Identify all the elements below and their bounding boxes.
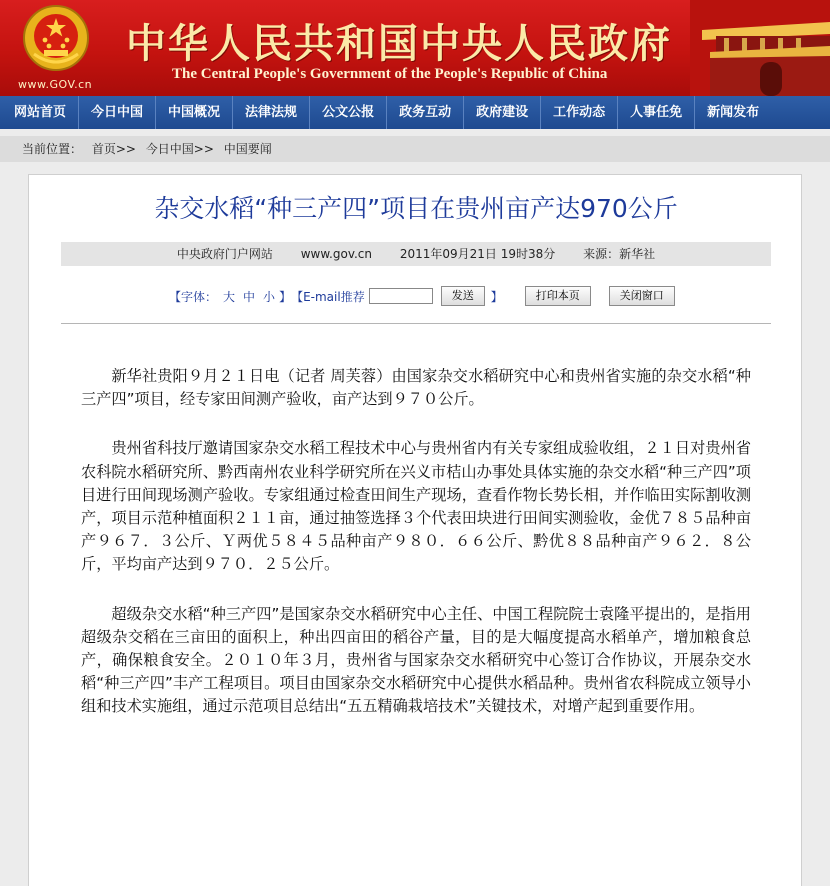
site-title-en: The Central People's Government of the People's Republic of China (172, 66, 608, 82)
paragraph-3: 超级杂交水稻“种三产四”是国家杂交水稻研究中心主任、中国工程院院士袁隆平提出的，是指用超级杂交稻在三亩田的面积上，种出四亩田的稻谷产量，目的是大幅度提高水稻单产，增加粮食总产，确保粮食安全。２０１０年３月，贵州省与国家杂交水稻研究中心签订合作协议，开展杂交水稻“种三产四”丰产工程项目。项目由国家杂交水稻研究中心提供水稻品种。贵州省农科院成立领导小组和技术实施组，通过示范项目总结出“五五精确栽培技术”关键技术，对增产起到重要作用。 (81, 604, 751, 716)
font-large-link[interactable]: 大 (223, 289, 236, 304)
font-size-close: 】 (279, 289, 292, 304)
breadcrumb-label: 当前位置： (22, 142, 83, 156)
nav-item-laws[interactable]: 法律法规 (233, 96, 310, 129)
nav-item-china-overview[interactable]: 中国概况 (156, 96, 233, 129)
email-input[interactable] (369, 288, 433, 304)
tiananmen-gate-icon (690, 0, 830, 96)
nav-item-documents[interactable]: 公文公报 (310, 96, 387, 129)
nav-item-personnel[interactable]: 人事任免 (618, 96, 695, 129)
header-banner (0, 0, 830, 96)
article-meta (61, 242, 771, 266)
meta-source: 来源：新华社 (583, 247, 656, 261)
article-body (81, 365, 751, 745)
print-button[interactable]: 打印本页 (525, 286, 591, 306)
breadcrumb (0, 136, 830, 162)
email-label: 【E-mail推荐 (291, 289, 365, 304)
close-window-button[interactable]: 关闭窗口 (609, 286, 675, 306)
article-panel (28, 174, 802, 886)
paragraph-2: 贵州省科技厅邀请国家杂交水稻工程技术中心与贵州省内有关专家组成验收组，２１日对贵州省农科院水稻研究所、黔西南州农业科学研究所在兴义市桔山办事处具体实施的杂交水稻“种三产四”项目进行田间现场测产验收。专家组通过检查田间生产现场，查看作物长势长相，并作临田实际割收测产，项目示范种植面积２１１亩，通过抽签选择３个代表田块进行田间实测验收，金优７８５品种亩产９６７．３公斤、Ｙ两优５８４５品种亩产９８０．６６公斤、黔优８８品种亩产９６２．８公斤，平均亩产达到９７０．２５公斤。 (81, 439, 751, 574)
nav-item-today-china[interactable]: 今日中国 (79, 96, 156, 129)
meta-domain: www.gov.cn (300, 247, 373, 261)
site-url[interactable]: www.GOV.cn (18, 78, 93, 91)
breadcrumb-home[interactable]: 首页>> (91, 142, 136, 156)
divider (61, 323, 771, 324)
email-close: 】 (490, 289, 503, 304)
nav-item-gov-building[interactable]: 政府建设 (464, 96, 541, 129)
meta-datetime: 2011年09月21日 19时38分 (399, 247, 556, 261)
nav-item-home[interactable]: 网站首页 (0, 96, 79, 129)
font-small-link[interactable]: 小 (263, 289, 276, 304)
font-size-label: 【字体： (169, 289, 218, 304)
main-nav (0, 96, 830, 129)
paragraph-1: 新华社贵阳９月２１日电（记者 周芙蓉）由国家杂交水稻研究中心和贵州省实施的杂交水稻“种三产四”项目，经专家田间测产验收，亩产达到９７０公斤。 (81, 367, 751, 409)
font-medium-link[interactable]: 中 (243, 289, 256, 304)
send-button[interactable]: 发送 (441, 286, 485, 306)
meta-source-site: 中央政府门户网站 (176, 247, 273, 261)
breadcrumb-china-news[interactable]: 中国要闻 (223, 142, 272, 156)
site-title-cn: 中华人民共和国中央人民政府 (126, 21, 672, 67)
national-emblem-icon[interactable] (22, 4, 90, 72)
breadcrumb-today-china[interactable]: 今日中国>> (145, 142, 214, 156)
page-title: 杂交水稻“种三产四”项目在贵州亩产达970公斤 (154, 194, 678, 223)
nav-item-press[interactable]: 新闻发布 (707, 105, 760, 120)
article-tools (169, 285, 675, 307)
nav-item-interaction[interactable]: 政务互动 (387, 96, 464, 129)
nav-item-work-updates[interactable]: 工作动态 (541, 96, 618, 129)
